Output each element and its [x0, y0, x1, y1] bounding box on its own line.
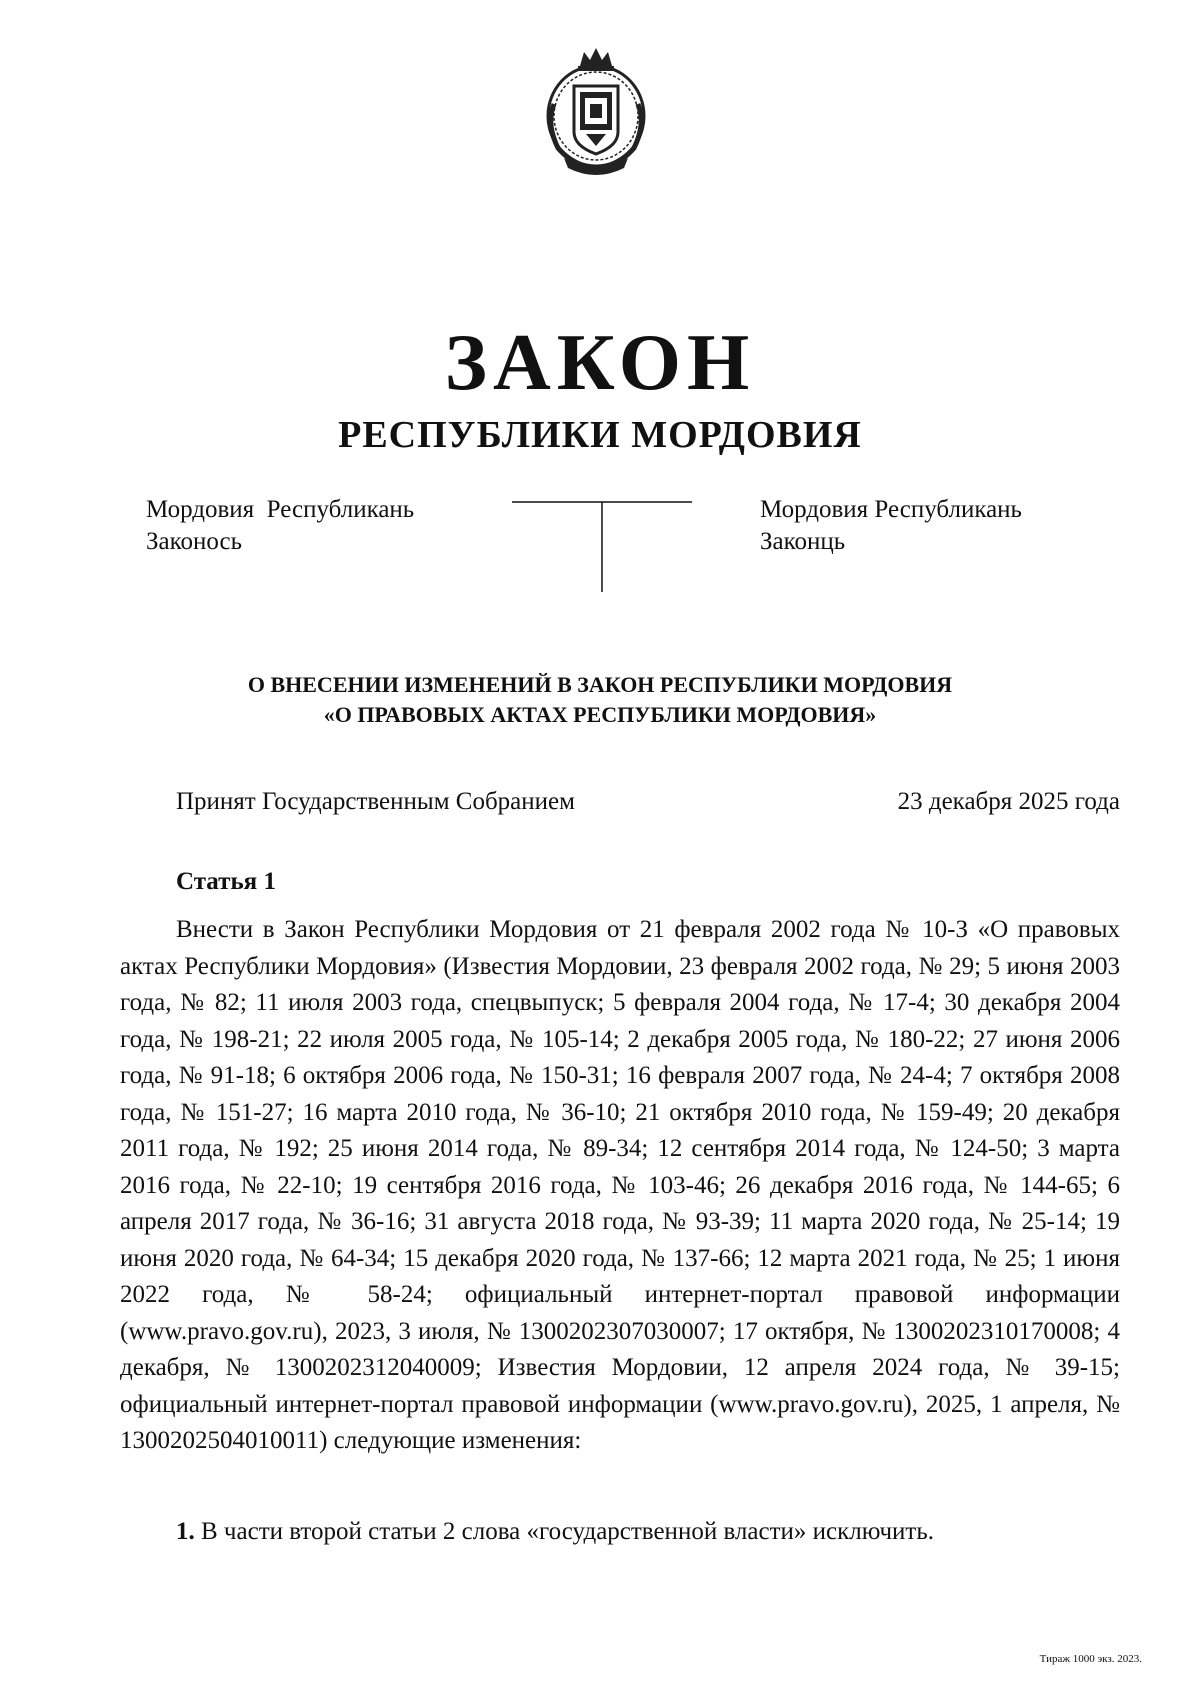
- print-run-note: Тираж 1000 экз. 2023.: [1039, 1653, 1142, 1665]
- registration-divider: [512, 500, 692, 592]
- mordvin-title-right-line1: Мордовия Республикань: [760, 496, 1022, 523]
- article-body: Внести в Закон Республики Мордовия от 21 февраля 2002 года № 10-З «О правовых актах Республики Мордовия» (Известия Мордовии, 23 февраля 2002 года, № 29; 5 июня 2003 года, № 82; 11 июля 2003 года, спецвыпуск; 5 февраля 2004 года, № 17-4; 30 декабря 2004 года, № 198-21; 22 июля 2005 года, № 105-14; 2 декабря 2005 года, № 180-22; 27 июня 2006 года, № 91-18; 6 октября 2006 года, № 150-31; 16 февраля 2007 года, № 24-4; 7 октября 2008 года, № 151-27; 16 марта 2010 года, № 36-10; 21 октября 2010 года, № 159-49; 20 декабря 2011 года, № 192; 25 июня 2014 года, № 89-34; 12 сентября 2014 года, № 124-50; 3 марта 2016 года, № 22-10; 19 сентября 2016 года, № 103-46; 26 декабря 2016 года, № 144-65; 6 апреля 2017 года, № 36-16; 31 августа 2018 года, № 93-39; 11 марта 2020 года, № 25-14; 19 июня 2020 года, № 64-34; 15 декабря 2020 года, № 137-66; 12 марта 2021 года, № 25; 1 июня 2022 года, № 58-24; официальный интернет-портал правовой информации (www.pravo.gov.ru), 2023, 3 июля, № 1300202307030007; 17 октября, № 1300202310170008; 4 декабря, № 1300202312040009; Известия Мордовии, 12 апреля 2024 года, № 39-15; официальный интернет-портал правовой информации (www.pravo.gov.ru), 2025, 1 апреля, № 1300202504010011) следующие изменения:: [120, 916, 1120, 1454]
- document-heading-line2: «О ПРАВОВЫХ АКТАХ РЕСПУБЛИКИ МОРДОВИЯ»: [323, 702, 877, 727]
- mordvin-title-right-line2: Законць: [760, 528, 846, 555]
- law-title: ЗАКОН: [444, 319, 756, 407]
- law-subtitle: РЕСПУБЛИКИ МОРДОВИЯ: [338, 414, 862, 456]
- document-heading-line1: О ВНЕСЕНИИ ИЗМЕНЕНИЙ В ЗАКОН РЕСПУБЛИКИ МОРДОВИЯ: [247, 672, 953, 697]
- article-item-1: [120, 1514, 1120, 1551]
- mordvin-title-left: [146, 494, 414, 558]
- mordvin-title-left-line2: Законось: [146, 528, 242, 555]
- adopted-by: Принят Государственным Собранием: [176, 788, 575, 815]
- article-title: Статья 1: [176, 868, 276, 895]
- mordvin-title-right: [760, 494, 1022, 558]
- document-heading: [0, 670, 1200, 730]
- crown-icon: [580, 48, 612, 66]
- mordvin-title-left-line1: Мордовия Республикань: [146, 496, 415, 523]
- coat-of-arms-emblem: [540, 44, 652, 176]
- article-item-1-number: 1.: [176, 1518, 195, 1545]
- adopted-date: 23 декабря 2025 года: [897, 788, 1120, 815]
- article-item-1-text: В части второй статьи 2 слова «государственной власти» исключить.: [201, 1518, 934, 1545]
